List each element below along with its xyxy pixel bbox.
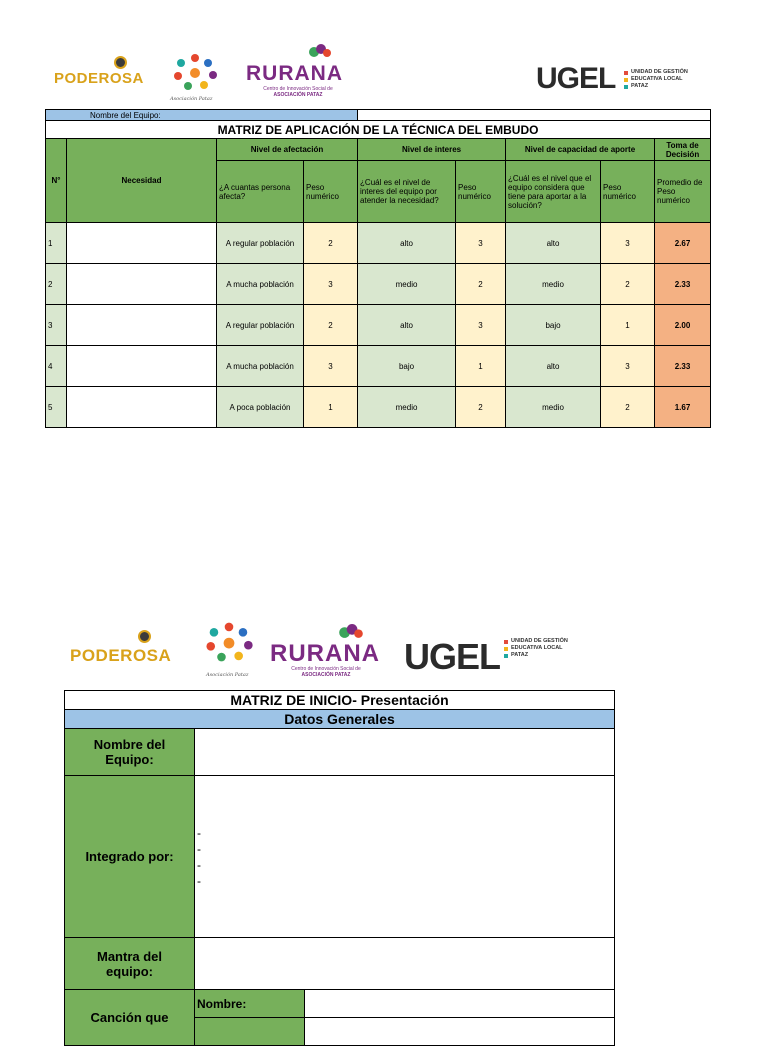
poderosa-logo: PODEROSA [70, 646, 171, 666]
peso-cell: 2 [456, 387, 506, 428]
integrado-por-input[interactable] [195, 776, 615, 938]
peso-cell: 2 [304, 223, 358, 264]
peso-cell: 3 [601, 223, 655, 264]
row-number: 4 [46, 346, 67, 387]
integrado-por-label: Integrado por: [65, 776, 195, 938]
peso-cell: 1 [601, 305, 655, 346]
table-row [46, 387, 711, 428]
necesidad-cell[interactable] [67, 346, 217, 387]
rurana-subtitle: Centro de Innovación Social de ASOCIACIÓN PATAZ [291, 666, 361, 678]
member-line: - [197, 841, 201, 856]
capacidad-cell[interactable]: medio [506, 387, 601, 428]
rurana-mark-icon [338, 624, 364, 639]
group-afectacion: Nivel de afectación [217, 139, 358, 161]
peso-cell: 3 [304, 346, 358, 387]
capacidad-cell[interactable]: alto [506, 346, 601, 387]
peso-cell: 1 [456, 346, 506, 387]
peso-cell: 1 [304, 387, 358, 428]
member-line: - [197, 825, 201, 840]
top-logo-bar [0, 40, 768, 110]
necesidad-cell[interactable] [67, 223, 217, 264]
q-afecta: ¿A cuantas persona afecta? [217, 161, 304, 223]
peso-afecta: Peso numérico [304, 161, 358, 223]
member-line: - [197, 873, 201, 888]
peso-cell: 2 [601, 387, 655, 428]
rurana-logo: RURANA [270, 640, 380, 667]
necesidad-cell[interactable] [67, 387, 217, 428]
nombre-cancion-label: Nombre: [195, 990, 305, 1018]
nombre-equipo-input[interactable] [195, 729, 615, 776]
rurana-logo: RURANA [246, 62, 343, 85]
promedio-header: Promedio de Peso numérico [655, 161, 711, 223]
team-name-input[interactable] [358, 110, 711, 121]
mantra-label: Mantra del equipo: [65, 938, 195, 990]
nombre-cancion-input[interactable] [305, 990, 615, 1018]
necesidad-cell[interactable] [67, 305, 217, 346]
poderosa-logo: PODEROSA [54, 70, 144, 87]
capacidad-cell[interactable]: medio [506, 264, 601, 305]
inicio-title: MATRIZ DE INICIO- Presentación [65, 691, 615, 710]
cancion-label: Canción que [65, 990, 195, 1046]
peso-cell: 2 [304, 305, 358, 346]
afecta-cell[interactable]: A poca población [217, 387, 304, 428]
row-number: 1 [46, 223, 67, 264]
interes-cell[interactable]: alto [358, 305, 456, 346]
ugel-logo: UGEL [404, 636, 501, 677]
ugel-lines: UNIDAD DE GESTIÓN EDUCATIVA LOCAL PATAZ [624, 69, 688, 90]
promedio-cell: 2.33 [655, 346, 711, 387]
group-capacidad: Nivel de capacidad de aporte [506, 139, 655, 161]
interes-cell[interactable]: medio [358, 264, 456, 305]
q-capacidad: ¿Cuál es el nivel que el equipo considera que tiene para aportar a la solución? [506, 161, 601, 223]
group-decision: Toma de Decisión [655, 139, 711, 161]
cancion-extra-label [195, 1018, 305, 1046]
table-row [46, 223, 711, 264]
asociacion-pataz-logo [200, 620, 258, 664]
nombre-equipo-label: Nombre del Equipo: [65, 729, 195, 776]
embudo-matrix-table [45, 109, 711, 428]
row-number: 3 [46, 305, 67, 346]
embudo-title: MATRIZ DE APLICACIÓN DE LA TÉCNICA DEL EMBUDO [46, 121, 711, 139]
promedio-cell: 2.33 [655, 264, 711, 305]
cancion-extra-input[interactable] [305, 1018, 615, 1046]
q-interes: ¿Cuál es el nivel de interes del equipo por atender la necesidad? [358, 161, 456, 223]
rurana-mark-icon [308, 44, 332, 58]
inicio-matrix-table [64, 690, 615, 1046]
table-row [46, 305, 711, 346]
datos-generales-header: Datos Generales [65, 710, 615, 729]
peso-cell: 3 [456, 223, 506, 264]
ugel-lines: UNIDAD DE GESTIÓN EDUCATIVA LOCAL PATAZ [504, 638, 568, 659]
promedio-cell: 2.67 [655, 223, 711, 264]
afecta-cell[interactable]: A mucha población [217, 346, 304, 387]
interes-cell[interactable]: medio [358, 387, 456, 428]
rurana-subtitle: Centro de Innovación Social de ASOCIACIÓN PATAZ [263, 86, 333, 98]
col-necesidad: Necesidad [67, 139, 217, 223]
second-logo-bar [0, 608, 768, 688]
team-name-label: Nombre del Equipo: [46, 110, 358, 121]
interes-cell[interactable]: bajo [358, 346, 456, 387]
peso-cell: 2 [456, 264, 506, 305]
row-number: 5 [46, 387, 67, 428]
afecta-cell[interactable]: A regular población [217, 223, 304, 264]
peso-cell: 2 [601, 264, 655, 305]
afecta-cell[interactable]: A regular población [217, 305, 304, 346]
peso-cell: 3 [304, 264, 358, 305]
peso-interes: Peso numérico [456, 161, 506, 223]
interes-cell[interactable]: alto [358, 223, 456, 264]
peso-cell: 3 [456, 305, 506, 346]
peso-capacidad: Peso numérico [601, 161, 655, 223]
mantra-input[interactable] [195, 938, 615, 990]
asociacion-pataz-text: Asociación Pataz [206, 672, 249, 678]
col-number: N° [46, 139, 67, 223]
table-row [46, 264, 711, 305]
promedio-cell: 1.67 [655, 387, 711, 428]
member-line: - [197, 857, 201, 872]
asociacion-pataz-logo [168, 52, 222, 92]
ugel-logo: UGEL [536, 62, 616, 95]
peso-cell: 3 [601, 346, 655, 387]
row-number: 2 [46, 264, 67, 305]
table-row [46, 346, 711, 387]
capacidad-cell[interactable]: alto [506, 223, 601, 264]
promedio-cell: 2.00 [655, 305, 711, 346]
asociacion-pataz-text: Asociación Pataz [170, 96, 213, 102]
afecta-cell[interactable]: A mucha población [217, 264, 304, 305]
group-interes: Nivel de interes [358, 139, 506, 161]
necesidad-cell[interactable] [67, 264, 217, 305]
capacidad-cell[interactable]: bajo [506, 305, 601, 346]
